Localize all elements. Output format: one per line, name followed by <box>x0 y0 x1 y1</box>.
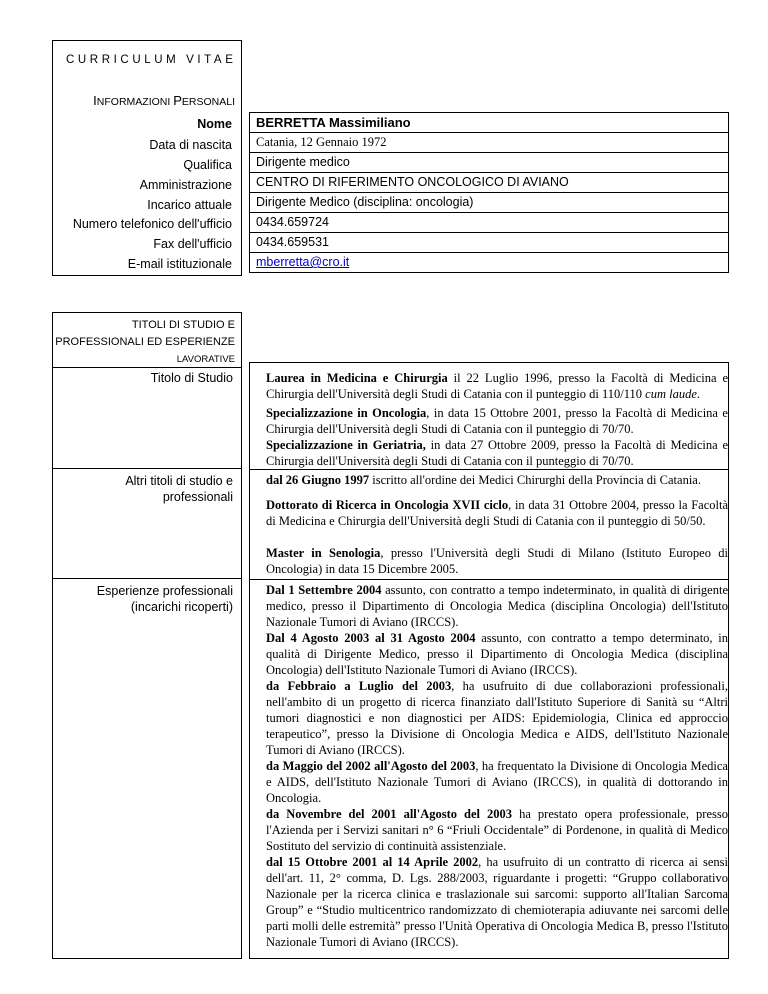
label-data-nascita: Data di nascita <box>149 138 232 152</box>
email-link[interactable]: mberretta@cro.it <box>256 255 350 269</box>
divider-titoli <box>249 469 729 470</box>
altri-titoli-label-box <box>52 469 242 579</box>
titolo-studio-label-box <box>52 368 242 469</box>
section-personal-heading: INFORMAZIONI PERSONALI <box>93 93 235 108</box>
label-qualifica: Qualifica <box>183 158 232 172</box>
divider-altri <box>249 579 729 580</box>
section-titles-heading-box <box>52 312 242 368</box>
titolo-para-3: Specializzazione in Geriatria, in data 27 Ottobre 2009, presso la Facoltà di Medicina e Chirurgia dell'Università degli Studi di Catania con il punteggio di 70/70. <box>266 438 728 468</box>
value-telefono: 0434.659724 <box>249 212 729 233</box>
esperienze-para-3: da Febbraio a Luglio del 2003, ha usufruito di due collaborazioni professionali, nell'ambito di un progetto di ricerca finanziato dall'Istituto Superiore di Sanità su “Altri tumori diagnostici e non diagnostici per AIDS: Epidemiologia, Clinica ed approccio terapeutico”, presso la Divisione di Oncologia Medica e AIDS, dell'Istituto Nazionale Tumori di Aviano (IRCCS). <box>266 679 728 757</box>
value-email-cell <box>249 252 729 273</box>
value-amministrazione: CENTRO DI RIFERIMENTO ONCOLOGICO DI AVIANO <box>249 172 729 193</box>
esperienze-para-5: da Novembre del 2001 all'Agosto del 2003 ha prestato opera professionale, presso l'Azienda per i Servizi sanitari n° 6 “Friuli Occidentale” di Pordenone, in qualità di Medico Sostituto del servizio di continuità assistenziale. <box>266 807 728 853</box>
label-email: E-mail istituzionale <box>127 257 232 271</box>
cv-title: CURRICULUM VITAE <box>66 54 237 66</box>
label-telefono: Numero telefonico dell'ufficio <box>72 217 232 231</box>
label-incarico: Incarico attuale <box>147 198 232 212</box>
section-titles-heading: TITOLI DI STUDIO E PROFESSIONALI ED ESPERIENZE LAVORATIVE <box>55 319 235 365</box>
label-fax: Fax dell'ufficio <box>153 237 232 251</box>
altri-para-1: dal 26 Giugno 1997 iscritto all'ordine dei Medici Chirurghi della Provincia di Catania. <box>266 473 701 487</box>
label-esperienze: Esperienze professionali (incarichi ricoperti) <box>96 584 233 614</box>
esperienze-para-6: dal 15 Ottobre 2001 al 14 Aprile 2002, ha usufruito di un contratto di ricerca ai sensi dell'art. 11, 2° comma, D. Lgs. 288/2003, riguardante i progetti: “Gruppo collaborativo Nazionale per la ricerca clinica e traslazionale sui sarcomi: supporto all'Italian Sarcoma Group” e “Studio multicentrico randomizzato di chemioterapia adiuvante nei sarcomi delle parti molli delle estremità” presso l'Unità Operativa di Oncologia Medica B, presso l'Istituto Nazionale Tumori di Aviano (IRCCS). <box>266 855 728 949</box>
label-altri-titoli: Altri titoli di studio e professionali <box>125 474 233 504</box>
value-incarico: Dirigente Medico (disciplina: oncologia) <box>249 192 729 213</box>
left-frame-bottom <box>52 275 242 276</box>
value-fax: 0434.659531 <box>249 232 729 253</box>
esperienze-para-2: Dal 4 Agosto 2003 al 31 Agosto 2004 assunto, con contratto a tempo determinato, in qualità di Dirigente Medico, presso il Dipartimento di Oncologia Medica (disciplina Oncologia) dell'Istituto Nazionale Tumori di Aviano (IRCCS). <box>266 631 728 677</box>
titolo-para-1: Laurea in Medicina e Chirurgia il 22 Luglio 1996, presso la Facoltà di Medicina e Chirurgia dell'Università degli Studi di Catania con il punteggio di 110/110 cum laude. <box>266 371 728 401</box>
altri-para-3: Master in Senologia, presso l'Università degli Studi di Milano (Istituto Europeo di Oncologia) in data 15 Dicembre 2005. <box>266 546 728 576</box>
esperienze-label-box <box>52 579 242 959</box>
label-titolo-studio: Titolo di Studio <box>150 371 233 385</box>
label-nome: Nome <box>197 117 232 131</box>
altri-para-2: Dottorato di Ricerca in Oncologia XVII ciclo, in data 31 Ottobre 2004, presso la Facoltà di Medicina e Chirurgia dell'Università degli Studi di Catania con il punteggio di 50/50. <box>266 498 729 528</box>
value-qualifica: Dirigente medico <box>249 152 729 173</box>
value-data-nascita: Catania, 12 Gennaio 1972 <box>249 132 729 153</box>
left-frame-right <box>241 114 242 275</box>
titolo-para-2: Specializzazione in Oncologia, in data 15 Ottobre 2001, presso la Facoltà di Medicina e Chirurgia dell'Università degli Studi di Catania con il punteggio di 70/70. <box>266 406 728 436</box>
cv-header-box <box>52 40 242 114</box>
esperienze-para-1: Dal 1 Settembre 2004 assunto, con contratto a tempo indeterminato, in qualità di dirigente medico, presso il Dipartimento di Oncologia Medica (disciplina Oncologia) dell'Istituto Nazionale Tumori di Aviano (IRCCS). <box>266 583 728 629</box>
esperienze-para-4: da Maggio del 2002 all'Agosto del 2003, ha frequentato la Divisione di Oncologia Medica e AIDS, dell'Istituto Nazionale Tumori di Aviano (IRCCS), in qualità di dottorando in Oncologia. <box>266 759 728 805</box>
value-nome: BERRETTA Massimiliano <box>249 112 729 133</box>
label-amministrazione: Amministrazione <box>139 178 232 192</box>
